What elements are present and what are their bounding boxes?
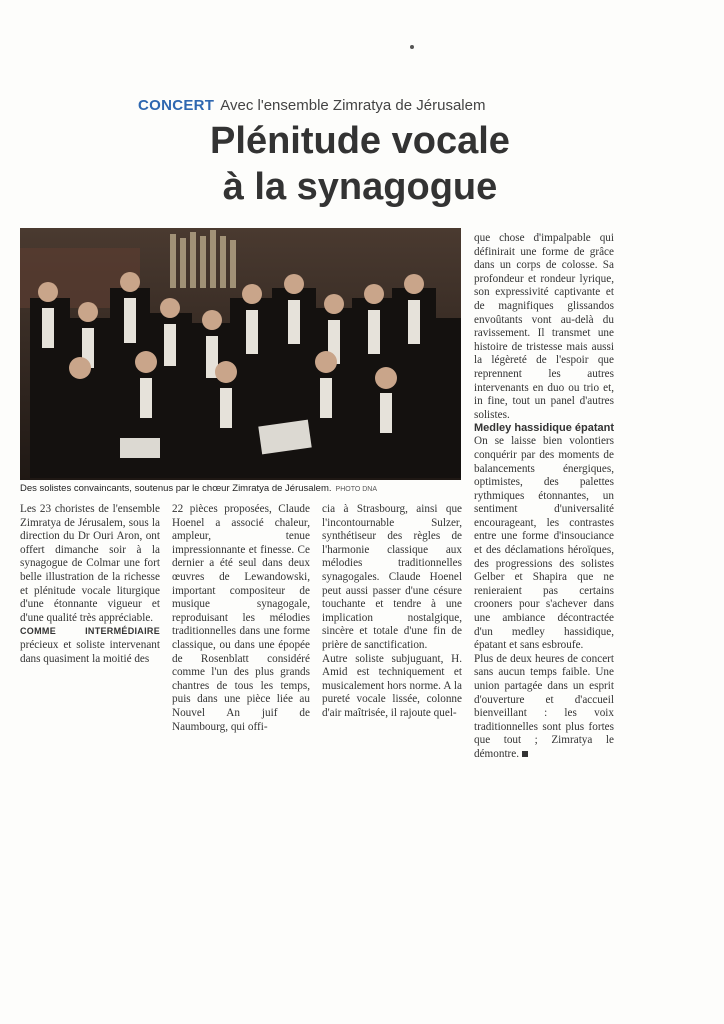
choir-photo-illustration xyxy=(20,228,461,480)
article-column-4 xyxy=(474,232,614,762)
column-3-paragraph-2: Autre soliste subjuguant, H. Amid est techniquement et musicalement hors norme. A la pureté vocale lissée, colonne d'air maîtrisée, il rajoute quel- xyxy=(322,652,462,719)
headline-line-1: Plénitude vocale xyxy=(210,120,510,162)
photo-caption xyxy=(20,482,460,496)
caption-text: Des solistes convaincants, soutenus par le chœur Zimratya de Jérusalem. xyxy=(20,483,332,494)
article-lead: Les 23 choristes de l'ensemble Zimratya de Jérusalem, sous la direction du Dr Ouri Aron, ont offert dimanche soir à la synagogue de Colmar une fort belle illustration de la richesse et plénitude vocale liturgique d'une étonnante vigueur et d'une qualité très appréciable. xyxy=(20,503,160,624)
section-subhead: Medley hassidique épatant xyxy=(474,422,614,435)
run-in-text: précieux et soliste intervenant dans quasiment la moitié des xyxy=(20,638,160,665)
kicker-tag: CONCERT xyxy=(138,97,215,114)
kicker-text: Avec l'ensemble Zimratya de Jérusalem xyxy=(220,97,486,114)
column-4-paragraph-2: On se laisse bien volontiers conquérir par des moments de balancements énergiques, optimistes, des palettes rythmiques étonnantes, un sentiment d'universalité encourageant, les contrastes entre une forme d'insouciance et des déclamations héroïques, des progressions des solistes Gelber et Shapira que ne renieraient pas certains crooners pour s'achever dans une ambiance décontractée d'un medley hassidique, épatant et sans esbroufe. xyxy=(474,435,614,652)
column-4-paragraph-3 xyxy=(474,653,614,762)
article-kicker xyxy=(138,97,558,114)
column-2-text: 22 pièces proposées, Claude Hoenel a associé chaleur, ampleur, tenue impressionnante et finesse. Ce dernier a été seul dans deux œuvres de Lewandowski, important compositeur de musique synagogale, reproduisant les mélodies traditionnelles dans une forme classique, ou dans une épopée de Rosenblatt considéré comme l'un des plus grands chantres de tous les temps, puis dans une pièce liée au Nouvel An juif de Naumbourg, qui offi- xyxy=(172,503,310,733)
scan-speck xyxy=(410,45,414,49)
article-column-2 xyxy=(172,503,310,734)
article-column-1 xyxy=(20,503,160,666)
article-headline xyxy=(120,118,600,210)
headline-line-2: à la synagogue xyxy=(222,166,498,208)
column-1-paragraph-2 xyxy=(20,625,160,666)
article-column-3 xyxy=(322,503,462,721)
choir-photo xyxy=(20,228,461,480)
photo-credit: PHOTO DNA xyxy=(335,486,378,493)
column-3-paragraph-1: cia à Strasbourg, ainsi que l'incontournable Sulzer, synthétiseur des règles de l'harmonie classique aux mélodies traditionnelles synagogales. Claude Hoenel peut aussi passer d'une césure touchante et tendre à une implication nostalgique, sincère et totale d'une fin de prière de sanctification. xyxy=(322,503,462,651)
column-4-paragraph-1: que chose d'impalpable qui définirait une forme de grâce dans un corps de colosse. Sa profondeur et rondeur lyrique, son expressivité captivante et de magnifiques glissandos envoûtants vont au-delà du ravissement. Il transmet une histoire de tristesse mais aussi la légèreté de l'espoir que reprennent les autres intervenants en duo ou trio et, in fine, tout un panel d'autres solistes. xyxy=(474,232,614,421)
end-of-article-mark xyxy=(522,751,528,757)
run-in-heading: COMME INTERMÉDIAIRE xyxy=(20,626,160,637)
column-4-paragraph-3-text: Plus de deux heures de concert sans aucun temps faible. Une union partagée dans un esprit d'ouverture et d'accueil bienveillant : les voix traditionnelles sont plus fortes que tout ; Zimratya le démontre. xyxy=(474,652,614,760)
